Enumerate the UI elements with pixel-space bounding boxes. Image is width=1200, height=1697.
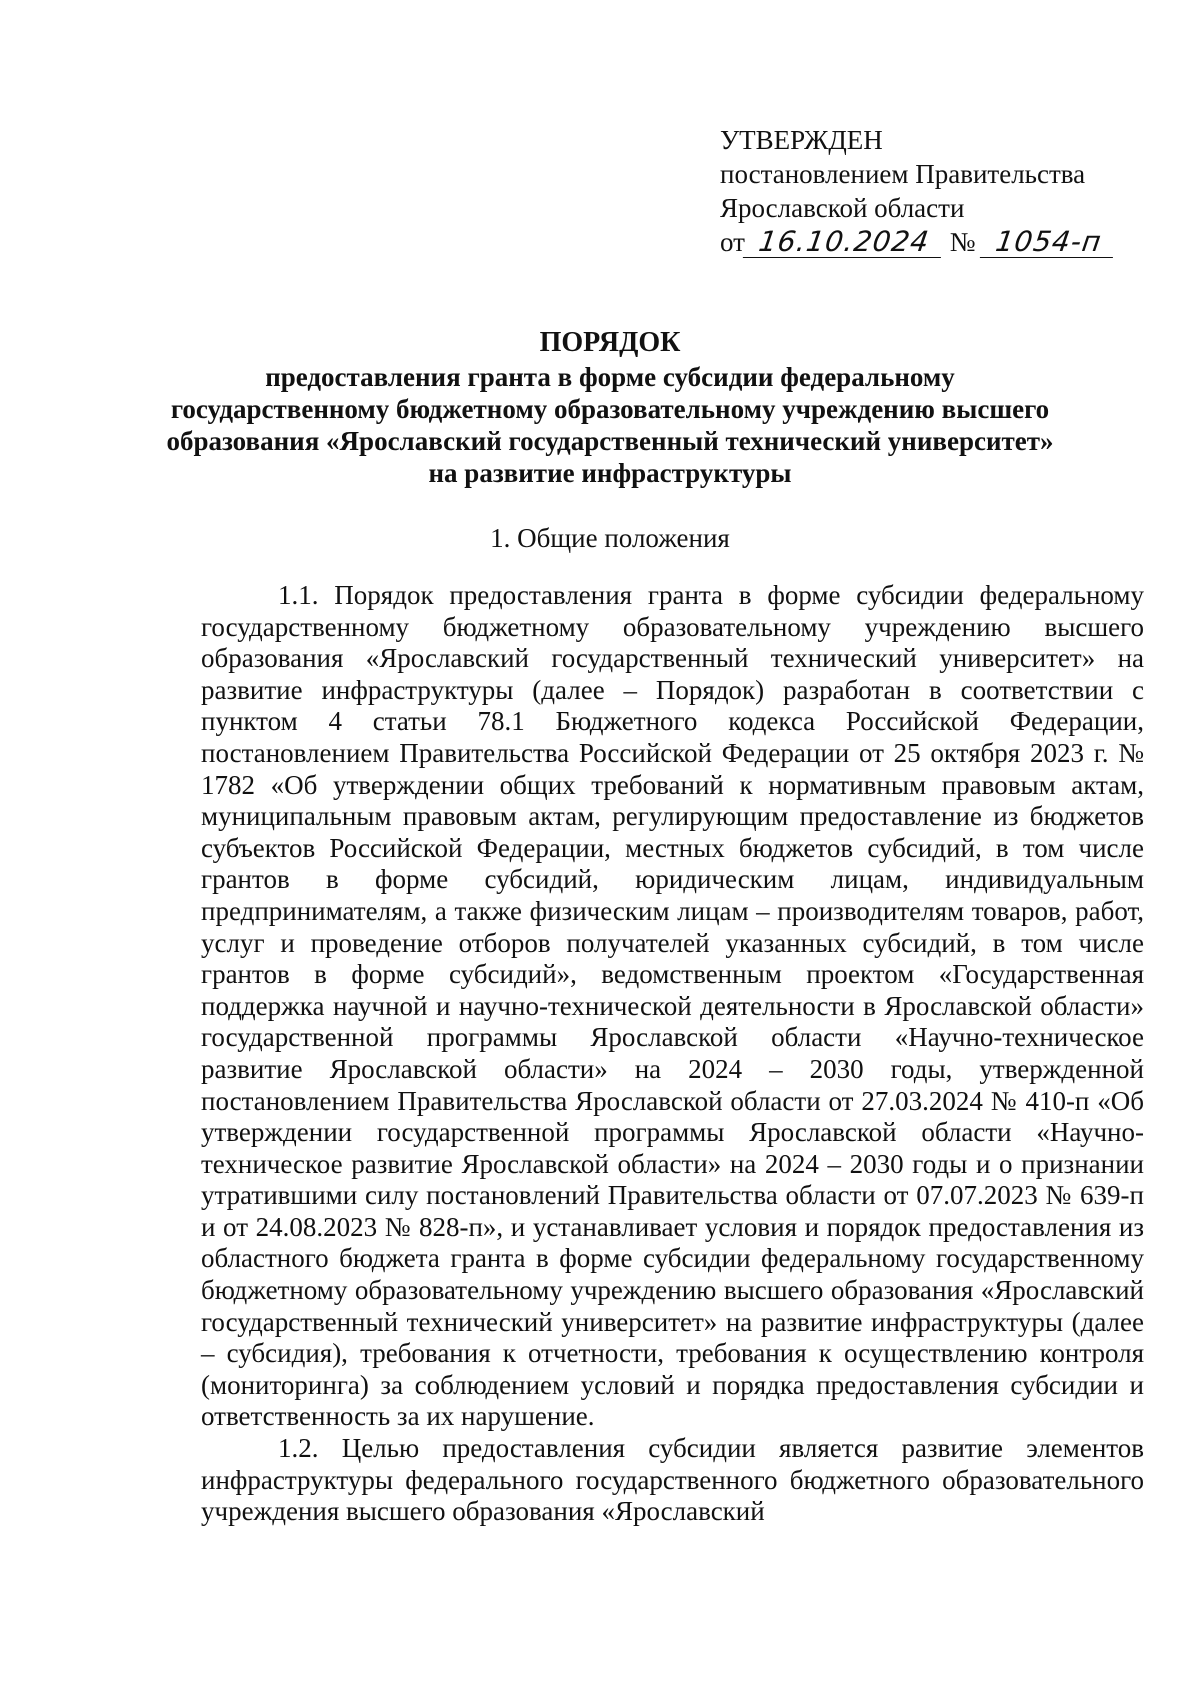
- paragraph-1-1: 1.1. Порядок предоставления гранта в форме субсидии федеральному государственному бюджетному образовательному учреждению высшего образования «Ярославский государственный технический университет» на развитие инфраструктуры (далее – Порядок) разработан в соответствии с пунктом 4 статьи 78.1 Бюджетного кодекса Российской Федерации, постановлением Правительства Российской Федерации от 25 октября 2023 г. № 1782 «Об утверждении общих требований к нормативным правовым актам, муниципальным правовым актам, регулирующим предоставление из бюджетов субъектов Российской Федерации, местных бюджетов субсидий, в том числе грантов в форме субсидий, юридическим лицам, индивидуальным предпринимателям, а также физическим лицам – производителям товаров, работ, услуг и проведение отборов получателей указанных субсидий, в том числе грантов в форме субсидий», ведомственным проектом «Государственная поддержка научной и научно-технической деятельности в Ярославской области» государственной программы Ярославской области «Научно-техническое развитие Ярославской области» на 2024 – 2030 годы, утвержденной постановлением Правительства Ярославской области от 27.03.2024 № 410-п «Об утверждении государственной программы Ярославской области «Научно-техническое развитие Ярославской области» на 2024 – 2030 годы и о признании утратившими силу постановлений Правительства области от 07.07.2023 № 639-п и от 24.08.2023 № 828-п», и устанавливает условия и порядок предоставления из областного бюджета гранта в форме субсидии федеральному государственному бюджетному образовательному учреждению высшего образования «Ярославский государственный технический университет» на развитие инфраструктуры (далее – субсидия), требования к отчетности, требования к осуществлению контроля (мониторинга) за соблюдением условий и порядка предоставления субсидии и ответственность за их нарушение.: [201, 580, 1144, 1432]
- approval-heading: УТВЕРЖДЕН: [720, 125, 883, 155]
- date-prefix: от: [720, 227, 745, 257]
- approval-decree-line: постановлением Правительства: [720, 159, 1086, 189]
- title-line: на развитие инфраструктуры: [428, 458, 792, 488]
- number-prefix: №: [949, 227, 976, 257]
- approval-region-line: Ярославской области: [720, 193, 965, 223]
- approval-date-number-line: [720, 225, 1115, 259]
- document-body: [201, 580, 1144, 1528]
- handwritten-date: 16.10.2024: [743, 227, 945, 258]
- title-line: предоставления гранта в форме субсидии федеральному: [265, 362, 955, 392]
- approval-stamp: [720, 123, 1115, 259]
- title-main: ПОРЯДОК: [539, 327, 681, 358]
- paragraph-1-2: 1.2. Целью предоставления субсидии является развитие элементов инфраструктуры федерального государственного бюджетного образовательного учреждения высшего образования «Ярославский: [201, 1433, 1144, 1527]
- title-line: государственному бюджетному образовательному учреждению высшего: [170, 394, 1050, 424]
- title-line: образования «Ярославский государственный технический университет»: [166, 426, 1054, 456]
- handwritten-number: 1054-п: [980, 227, 1117, 258]
- section-heading: 1. Общие положения: [490, 523, 730, 553]
- document-title: [150, 325, 1070, 489]
